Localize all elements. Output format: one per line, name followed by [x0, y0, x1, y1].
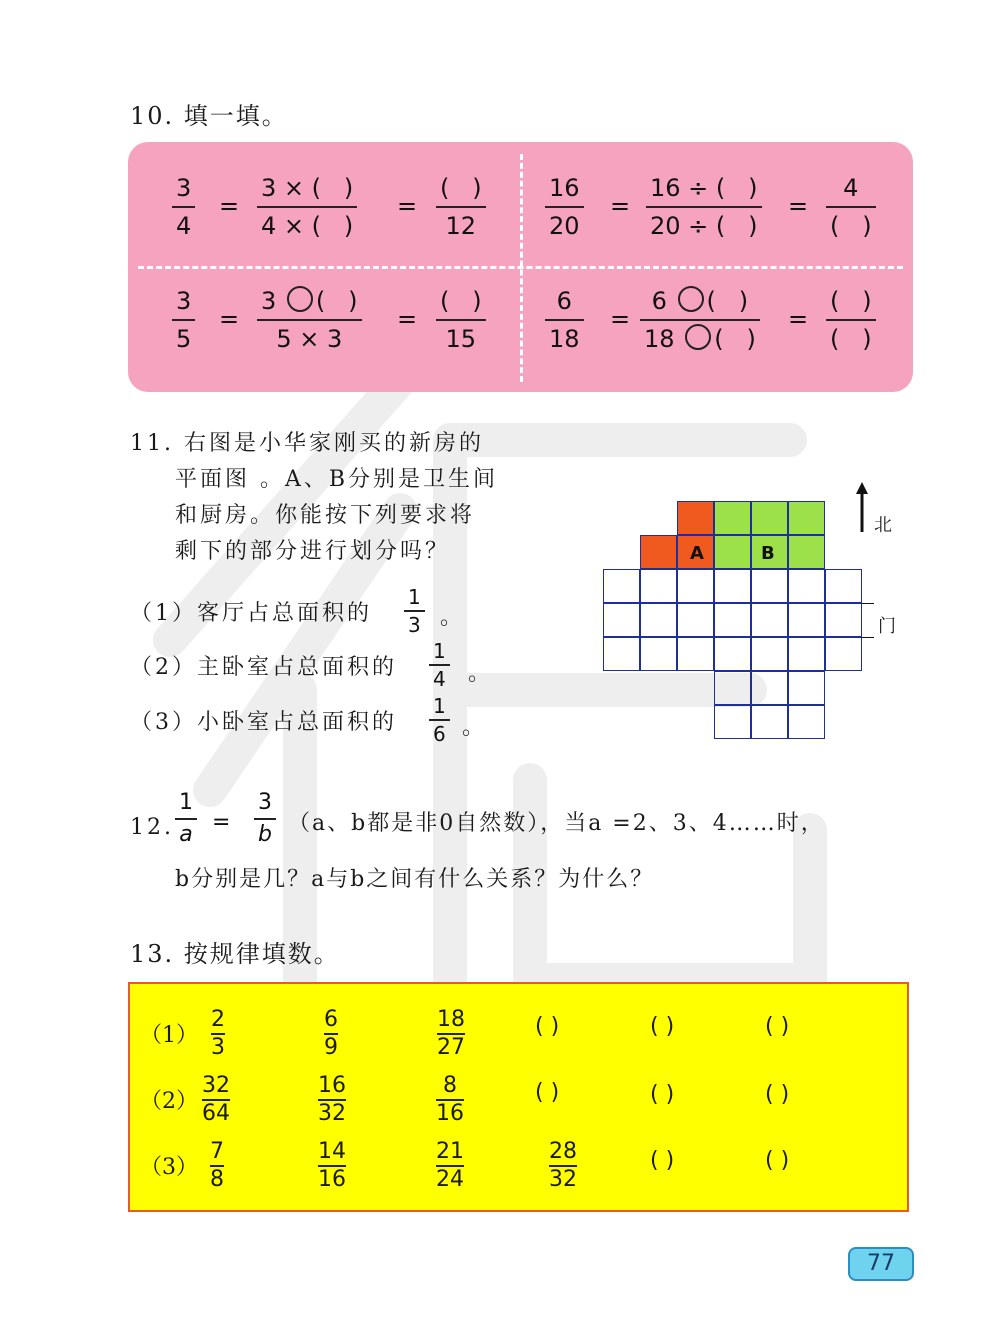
answer-blank[interactable]: ( )	[765, 1082, 790, 1107]
door-mark	[862, 603, 874, 604]
plan-cell	[788, 637, 825, 671]
plan-cell	[788, 569, 825, 603]
fraction: ( ) ( )	[826, 285, 876, 355]
plan-cell	[714, 705, 751, 739]
q11-line3: 和厨房。你能按下列要求将	[175, 503, 476, 528]
equals-sign: =	[788, 192, 809, 220]
plan-cell-green	[788, 501, 825, 535]
q13-panel	[128, 982, 909, 1212]
fraction: 1 6	[429, 695, 450, 745]
q11-item3: （3）小卧室占总面积的	[130, 710, 397, 735]
operator-circle-blank[interactable]	[685, 324, 711, 350]
row-label: （1）	[140, 1023, 198, 1048]
equals-sign: =	[212, 810, 231, 835]
equals-sign: =	[397, 305, 418, 333]
q12-number: 12.	[130, 815, 174, 840]
plan-cell	[603, 603, 640, 637]
horizontal-divider	[138, 266, 903, 269]
plan-cell	[751, 603, 788, 637]
plan-cell	[677, 637, 714, 671]
period: 。	[468, 661, 494, 686]
page-number: 77	[848, 1247, 914, 1281]
fraction: ( ) 15	[436, 285, 486, 355]
fraction: 3 b	[254, 790, 276, 848]
fraction: 7 8	[210, 1139, 224, 1192]
answer-blank[interactable]: ( )	[650, 1082, 675, 1107]
fraction: 8 16	[436, 1073, 464, 1126]
plan-label-b: B	[761, 543, 775, 564]
north-arrow-icon	[852, 482, 872, 534]
answer-blank[interactable]: ( )	[535, 1014, 560, 1039]
plan-cell	[640, 603, 677, 637]
answer-blank[interactable]: ( )	[765, 1014, 790, 1039]
fraction: 1 a	[175, 790, 197, 848]
fraction: 16 32	[318, 1073, 346, 1126]
q10-title: 10. 填一填。	[130, 102, 288, 130]
plan-cell	[603, 569, 640, 603]
north-label: 北	[874, 515, 892, 536]
q11-line2: 平面图 。A、B分别是卫生间	[175, 467, 499, 492]
plan-cell	[677, 569, 714, 603]
q11-line1: 11. 右图是小华家刚买的新房的	[130, 431, 484, 456]
plan-cell-green	[788, 535, 825, 569]
equals-sign: =	[219, 305, 240, 333]
plan-cell	[751, 569, 788, 603]
equals-sign: =	[219, 192, 240, 220]
plan-cell	[714, 603, 751, 637]
plan-cell-green	[714, 535, 751, 569]
fraction: 4 ( )	[826, 172, 876, 242]
plan-cell	[825, 569, 862, 603]
plan-cell	[714, 637, 751, 671]
plan-cell	[640, 569, 677, 603]
fraction: 1 4	[429, 640, 450, 690]
q12-line2: b分别是几？a与b之间有什么关系？为什么？	[175, 867, 655, 892]
q13-title: 13. 按规律填数。	[130, 940, 340, 968]
fraction: 32 64	[202, 1073, 230, 1126]
equals-sign: =	[788, 305, 809, 333]
fraction: 6 ( ) 18 ( )	[640, 285, 760, 355]
q11-item2: （2）主卧室占总面积的	[130, 655, 397, 680]
operator-circle-blank[interactable]	[287, 286, 313, 312]
fraction: 6 18	[545, 285, 584, 355]
fraction: 21 24	[436, 1139, 464, 1192]
plan-cell-green	[751, 501, 788, 535]
fraction: 3 4	[172, 172, 195, 242]
fraction: 2 3	[211, 1007, 225, 1060]
equals-sign: =	[397, 192, 418, 220]
plan-cell-red	[677, 501, 714, 535]
fraction: 3 5	[172, 285, 195, 355]
plan-cell	[788, 671, 825, 705]
plan-cell	[714, 569, 751, 603]
plan-cell	[677, 603, 714, 637]
answer-blank[interactable]: ( )	[650, 1014, 675, 1039]
answer-blank[interactable]: ( )	[765, 1148, 790, 1173]
plan-cell-red	[640, 535, 677, 569]
fraction: ( ) 12	[436, 172, 486, 242]
plan-cell	[825, 637, 862, 671]
door-label: 门	[878, 616, 896, 637]
fraction: 3 ( ) 5 × 3	[257, 285, 362, 355]
q12-line1: （a、b都是非0自然数），当a =2、3、4……时，	[288, 811, 825, 836]
door-mark	[862, 637, 874, 638]
fraction: 3 × ( ) 4 × ( )	[257, 172, 357, 242]
q11-line4: 剩下的部分进行划分吗？	[175, 539, 451, 564]
operator-circle-blank[interactable]	[678, 286, 704, 312]
plan-cell	[788, 603, 825, 637]
row-label: （3）	[140, 1155, 198, 1180]
fraction: 16 ÷ ( ) 20 ÷ ( )	[646, 172, 762, 242]
plan-cell	[714, 671, 751, 705]
period: 。	[440, 605, 466, 630]
row-label: （2）	[140, 1089, 198, 1114]
fraction: 14 16	[318, 1139, 346, 1192]
plan-cell	[751, 705, 788, 739]
plan-cell	[603, 637, 640, 671]
plan-cell	[825, 603, 862, 637]
plan-cell	[788, 705, 825, 739]
equals-sign: =	[610, 305, 631, 333]
answer-blank[interactable]: ( )	[535, 1080, 560, 1105]
fraction: 28 32	[549, 1139, 577, 1192]
q11-item1: （1）客厅占总面积的	[130, 601, 372, 626]
fraction: 1 3	[404, 586, 425, 636]
plan-cell-green	[714, 501, 751, 535]
fraction: 16 20	[545, 172, 584, 242]
answer-blank[interactable]: ( )	[650, 1148, 675, 1173]
plan-cell	[751, 671, 788, 705]
plan-label-a: A	[690, 543, 704, 564]
fraction: 18 27	[437, 1007, 465, 1060]
plan-cell	[640, 637, 677, 671]
equals-sign: =	[610, 192, 631, 220]
fraction: 6 9	[324, 1007, 338, 1060]
period: 。	[462, 715, 488, 740]
plan-cell	[751, 637, 788, 671]
q10-panel	[128, 142, 913, 392]
